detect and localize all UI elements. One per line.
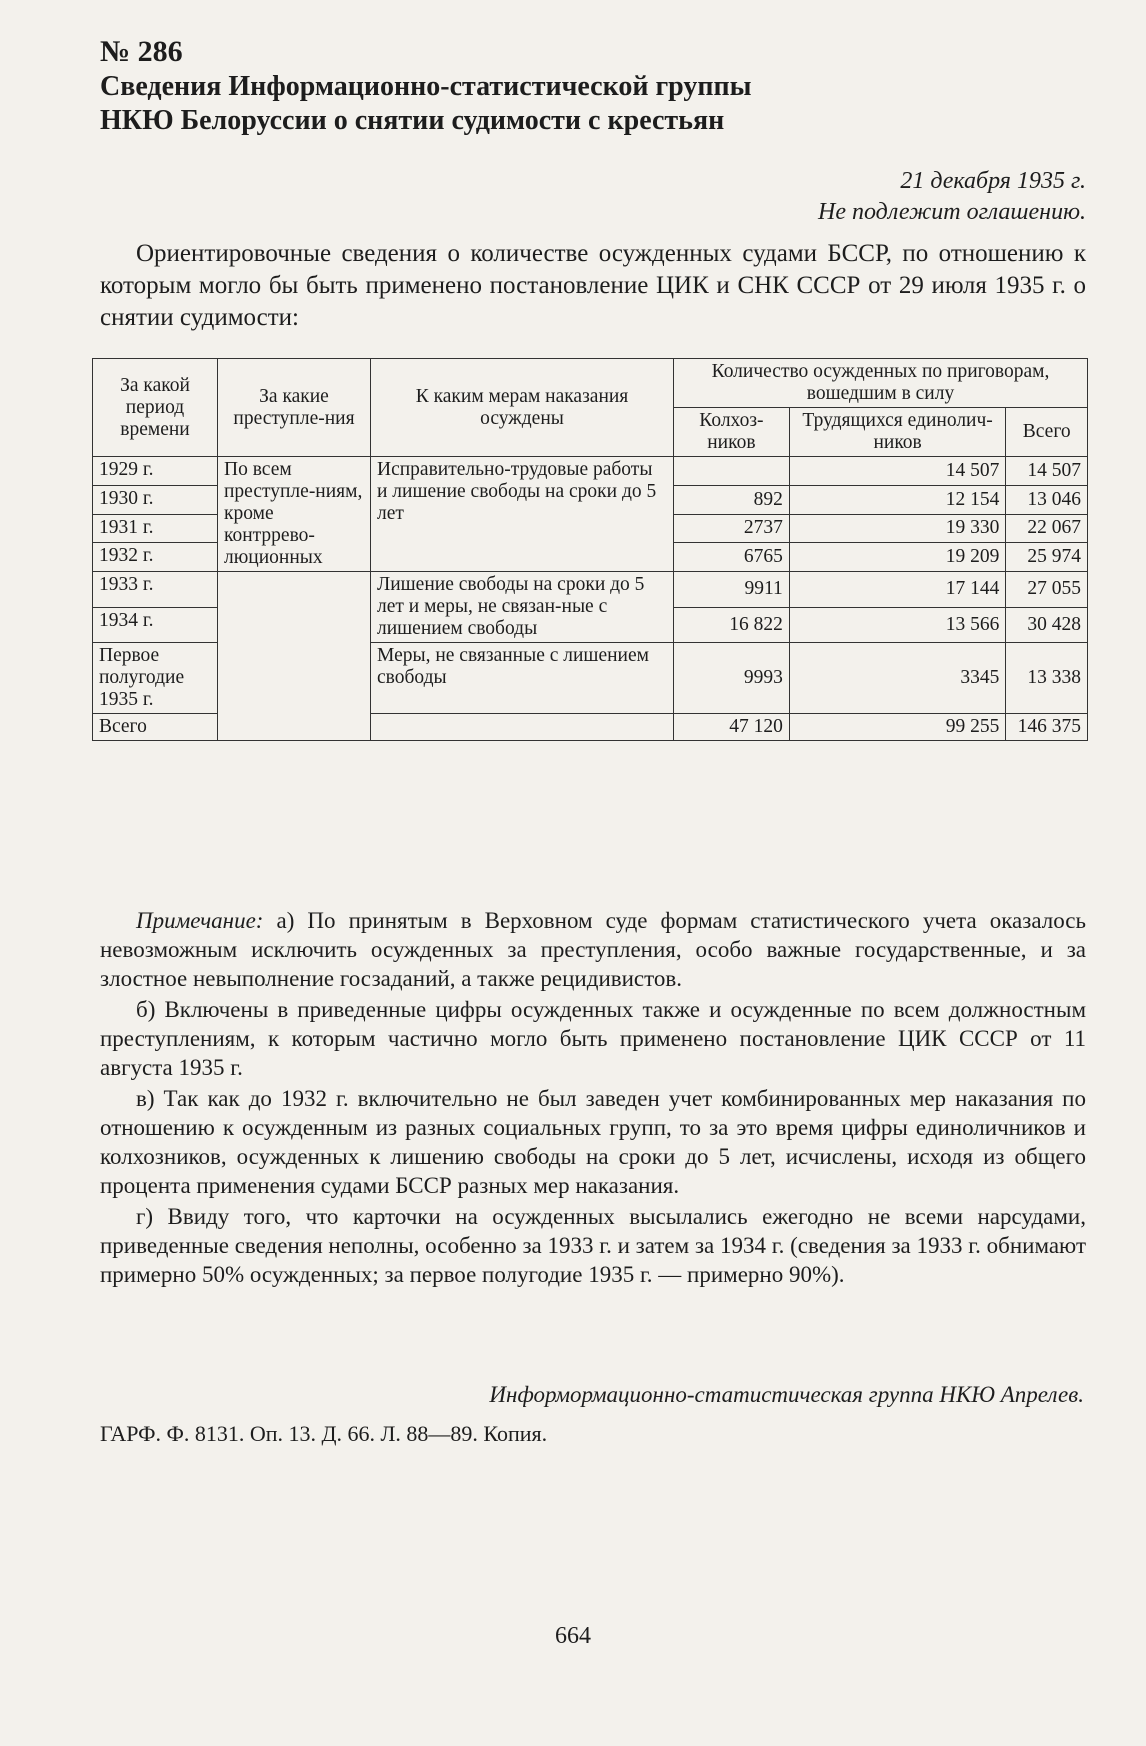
note-g: г) Ввиду того, что карточки на осужденных высылались ежегодно не всеми нарсудами, приведенные сведения неполны, особенно за 1933 г. и затем за 1934 г. (сведения за 1933 г. обнимают примерно 50% осужденных; за первое полугодие 1935 г. — примерно 90%). (100, 1204, 1086, 1287)
header-edinol: Трудящихся единолич-ников (789, 408, 1006, 457)
kolkhoz-cell (674, 457, 790, 486)
period-cell: 1931 г. (93, 514, 218, 543)
statistics-table (92, 358, 1088, 741)
kolkhoz-cell: 47 120 (674, 714, 790, 741)
measure-cell: Лишение свободы на сроки до 5 лет и меры, не связан-ные с лишением свободы (371, 572, 674, 643)
total-cell: 13 338 (1006, 643, 1088, 714)
edinol-cell: 3345 (789, 643, 1006, 714)
total-cell: 27 055 (1006, 572, 1088, 608)
archive-reference: ГАРФ. Ф. 8131. Оп. 13. Д. 66. Л. 88—89. Копия. (100, 1421, 548, 1446)
header-total: Всего (1006, 408, 1088, 457)
document-header (100, 34, 1060, 138)
header-crimes: За какие преступле-ния (218, 359, 371, 457)
edinol-cell: 14 507 (789, 457, 1006, 486)
measure-cell-empty (371, 714, 674, 741)
title-line-1: Сведения Информационно-статистической группы (100, 71, 752, 102)
period-cell: 1934 г. (93, 607, 218, 643)
note-label: Примечание: (136, 908, 264, 933)
title-line-2: НКЮ Белоруссии о снятии судимости с крестьян (100, 105, 725, 136)
edinol-cell: 12 154 (789, 485, 1006, 514)
period-cell: 1929 г. (93, 457, 218, 486)
note-b: б) Включены в приведенные цифры осужденных также и осужденные по всем должностным преступлениям, к которым частично могло быть применено постановление ЦИК СССР от 11 августа 1935 г. (100, 997, 1086, 1080)
crime-cell: По всем преступле-ниям, кроме контррево-люционных (218, 457, 371, 572)
document-date: 21 декабря 1935 г. (900, 168, 1086, 194)
period-cell: 1933 г. (93, 572, 218, 608)
note-v: в) Так как до 1932 г. включительно не был заведен учет комбинированных мер наказания по отношению к осужденным из разных социальных групп, то за это время цифры единоличников и колхозников, осужденных к лишению свободы на сроки до 5 лет, исчислены, исходя из общего процента применения судами БССР разных мер наказания. (100, 1086, 1086, 1198)
header-period: За какой период времени (93, 359, 218, 457)
confidentiality-notice: Не подлежит оглашению. (818, 199, 1086, 225)
period-cell: Первое полугодие 1935 г. (93, 643, 218, 714)
total-cell: 146 375 (1006, 714, 1088, 741)
total-cell: 30 428 (1006, 607, 1088, 643)
measure-cell: Исправительно-трудовые работы и лишение свободы на сроки до 5 лет (371, 457, 674, 572)
total-cell: 22 067 (1006, 514, 1088, 543)
kolkhoz-cell: 6765 (674, 543, 790, 572)
kolkhoz-cell: 2737 (674, 514, 790, 543)
edinol-cell: 19 330 (789, 514, 1006, 543)
period-cell: Всего (93, 714, 218, 741)
table-row (93, 572, 1088, 608)
note-a-text: а) По принятым в Верховном суде формам статистического учета оказалось невозможным исключить осужденных за преступления, особо важные государственные, и за злостное невыполнение госзаданий, а также рецидивистов. (100, 908, 1086, 991)
total-cell: 14 507 (1006, 457, 1088, 486)
edinol-cell: 19 209 (789, 543, 1006, 572)
table-header-row (93, 359, 1088, 408)
edinol-cell: 99 255 (789, 714, 1006, 741)
notes-section (100, 906, 1086, 1291)
kolkhoz-cell: 9911 (674, 572, 790, 608)
kolkhoz-cell: 892 (674, 485, 790, 514)
total-cell: 25 974 (1006, 543, 1088, 572)
crime-cell-empty (218, 572, 371, 741)
kolkhoz-cell: 16 822 (674, 607, 790, 643)
edinol-cell: 13 566 (789, 607, 1006, 643)
note-a (100, 906, 1086, 993)
kolkhoz-cell: 9993 (674, 643, 790, 714)
signature: Информормационно-статистическая группа НКЮ Апрелев. (489, 1382, 1084, 1407)
intro-paragraph: Ориентировочные сведения о количестве осужденных судами БССР, по отношению к которым могло бы быть применено постановление ЦИК и СНК СССР от 29 июля 1935 г. о снятии судимости: (100, 240, 1086, 331)
document-number: № 286 (100, 35, 183, 68)
header-count: Количество осужденных по приговорам, вошедшим в силу (674, 359, 1088, 408)
header-kolkhoz: Колхоз-ников (674, 408, 790, 457)
table-row (93, 457, 1088, 486)
page-number: 664 (555, 1623, 591, 1649)
edinol-cell: 17 144 (789, 572, 1006, 608)
period-cell: 1930 г. (93, 485, 218, 514)
total-cell: 13 046 (1006, 485, 1088, 514)
measure-cell: Меры, не связанные с лишением свободы (371, 643, 674, 714)
header-measures: К каким мерам наказания осуждены (371, 359, 674, 457)
period-cell: 1932 г. (93, 543, 218, 572)
